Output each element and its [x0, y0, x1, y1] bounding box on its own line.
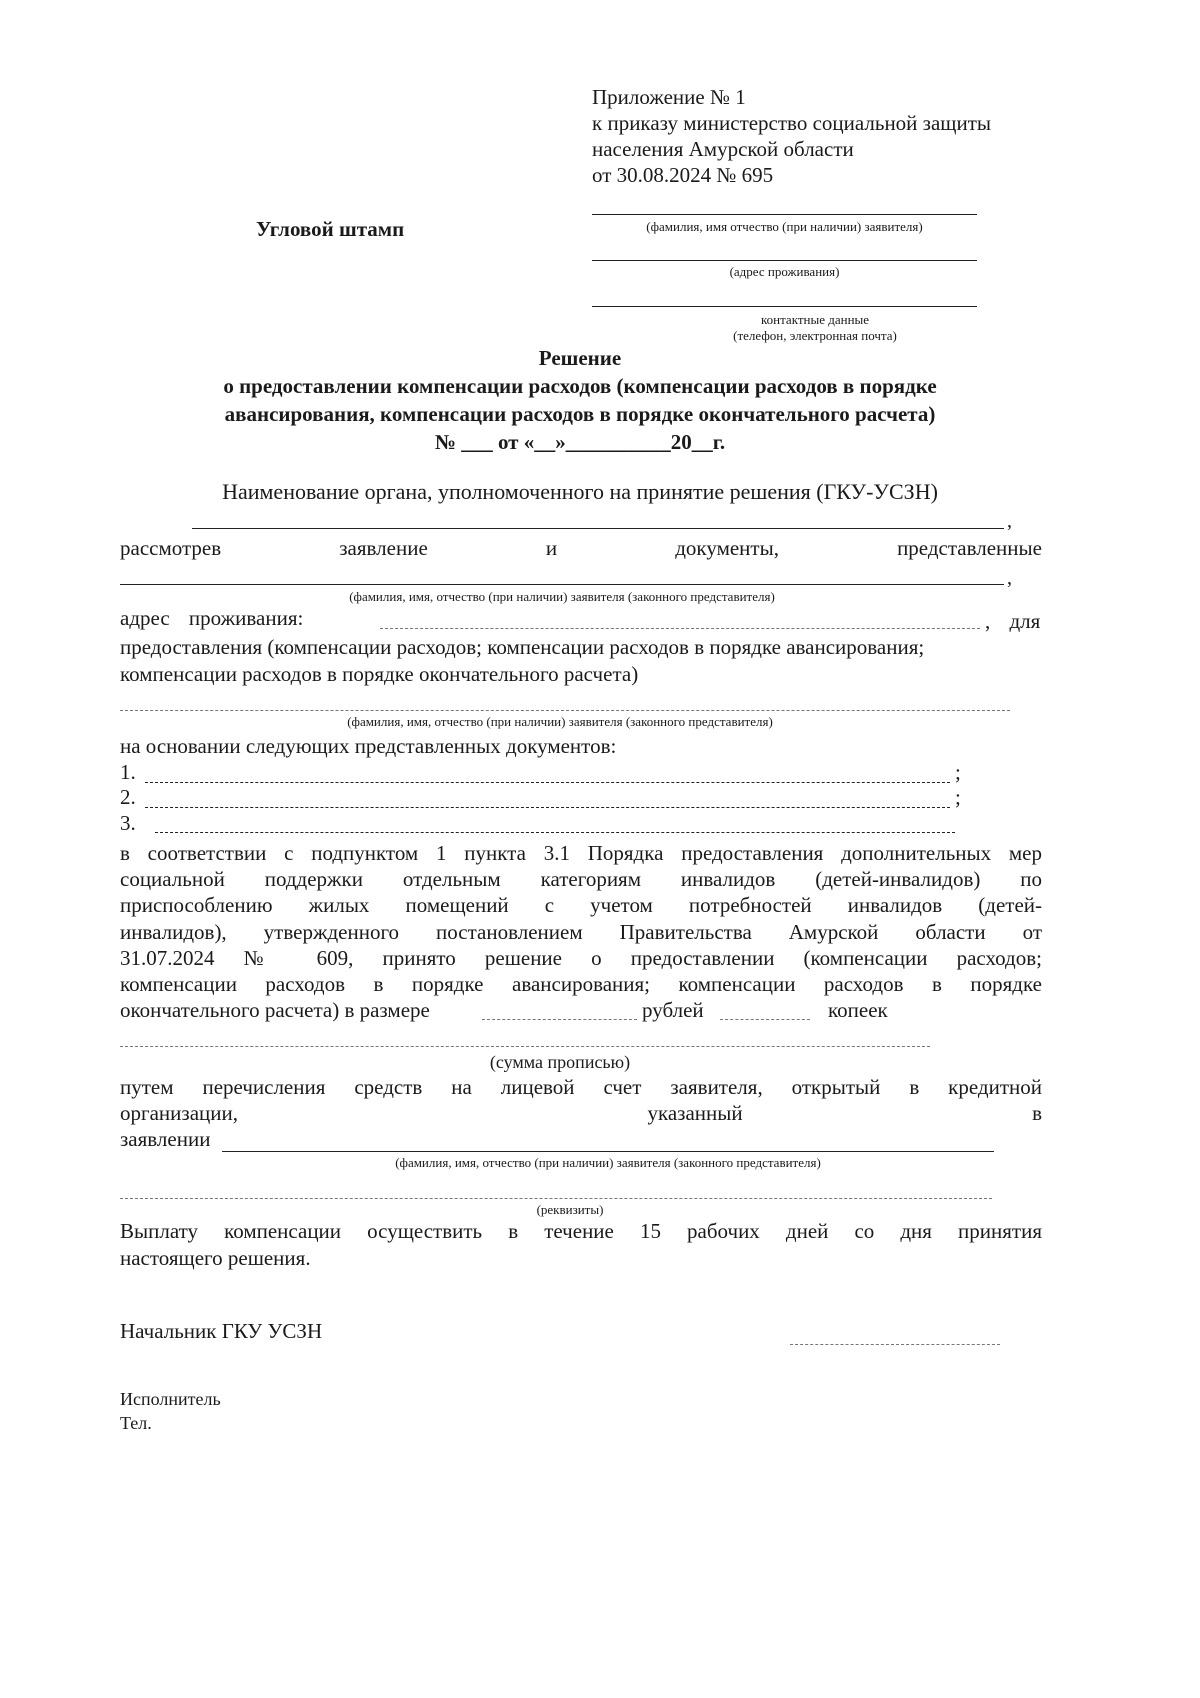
appendix-ministry: населения Амурской области: [592, 137, 854, 161]
appendix-date: от 30.08.2024 № 695: [592, 163, 774, 187]
recipient-contacts-caption: [660, 312, 970, 344]
considered-word-3: и: [545, 536, 558, 560]
transfer-line-3: заявлении: [120, 1127, 211, 1151]
transfer-word-1: организации,: [120, 1101, 238, 1125]
appendix-block: [592, 84, 1072, 188]
recipient-address-line: [592, 260, 977, 261]
document-item-1-line: [145, 782, 950, 783]
contacts-caption-line2: (телефон, электронная почта): [733, 328, 897, 343]
payout-paragraph: [120, 1218, 1042, 1272]
amount-prefix: окончательного расчета) в размере: [120, 998, 430, 1022]
document-item-3-num: 3.: [120, 811, 136, 835]
document-item-2-line: [145, 807, 950, 808]
address-line: [380, 628, 980, 629]
authority-name: Наименование органа, уполномоченного на принятие решения (ГКУ-УСЗН): [222, 479, 938, 504]
document-item-1-end: ;: [955, 760, 961, 784]
decision-title-subject: о предоставлении компенсации расходов (компенсации расходов в порядке: [223, 374, 937, 398]
address-for: , для: [985, 609, 1041, 633]
decision-title: [120, 344, 1040, 456]
amount-rubles-label: рублей: [642, 998, 704, 1022]
decision-line-6: компенсации расходов в порядке авансирования; компенсации расходов в порядке: [120, 972, 1042, 997]
decision-line-5: 31.07.2024 № 609, принято решение о предоставлении (компенсации расходов;: [120, 945, 1042, 970]
phone-label: Тел.: [120, 1413, 152, 1433]
sum-words-line: [120, 1046, 930, 1047]
executor-label: Исполнитель: [120, 1389, 221, 1409]
purpose-line-1: предоставления (компенсации расходов; компенсации расходов в порядке авансирования;: [120, 635, 925, 659]
recipient-name-caption: (фамилия, имя отчество (при наличии) заявителя): [646, 219, 923, 234]
purpose-line-2: компенсации расходов в порядке окончательного расчета): [120, 662, 639, 686]
transfer-line-1: путем перечисления средств на лицевой счет заявителя, открытый в кредитной: [120, 1075, 1042, 1099]
amount-rubles-line: [482, 1019, 637, 1020]
document-item-3-line: [155, 832, 955, 833]
payout-line-1: Выплату компенсации осуществить в течение 15 рабочих дней со дня принятия: [120, 1219, 1042, 1243]
decision-number-date: № ___ от «__»__________20__г.: [434, 430, 726, 454]
applicant-caption-3: (фамилия, имя, отчество (при наличии) заявителя (законного представителя): [395, 1155, 821, 1170]
sum-words-caption: (сумма прописью): [489, 1052, 631, 1072]
considered-word-2: заявление: [339, 536, 428, 560]
amount-kopecks-line: [720, 1019, 810, 1020]
signature-line: [790, 1344, 1000, 1345]
applicant-line: [120, 584, 1004, 585]
applicant-line-2: [120, 710, 1010, 711]
document-item-1-num: 1.: [120, 760, 136, 784]
applicant-caption: (фамилия, имя, отчество (при наличии) заявителя (законного представителя): [349, 589, 775, 604]
transfer-word-2: указанный: [647, 1101, 743, 1125]
appendix-number: Приложение № 1: [592, 85, 746, 109]
head-title: Начальник ГКУ УСЗН: [120, 1319, 323, 1343]
document-item-2-end: ;: [955, 785, 961, 809]
applicant-comma: ,: [1007, 567, 1012, 589]
transfer-line-2: [120, 1100, 1042, 1127]
considered-word-1: рассмотрев: [120, 536, 222, 560]
considered-word-5: представленные: [897, 536, 1042, 560]
purpose-text: [120, 634, 1045, 688]
requisites-line: [120, 1198, 992, 1199]
recipient-name-line: [592, 214, 977, 215]
amount-kopecks-label: копеек: [828, 998, 888, 1022]
decision-line-2: социальной поддержки отдельным категориям инвалидов (детей-инвалидов) по: [120, 867, 1042, 892]
decision-line-4: инвалидов), утвержденного постановлением Правительства Амурской области от: [120, 919, 1042, 944]
document-item-2-num: 2.: [120, 785, 136, 809]
considered-row: [120, 535, 1042, 562]
recipient-address-caption: (адрес проживания): [729, 264, 840, 279]
considered-word-4: документы,: [675, 536, 779, 560]
corner-stamp-label: Угловой штамп: [256, 217, 405, 241]
address-label: адрес проживания:: [120, 606, 304, 630]
recipient-contacts-line: [592, 306, 977, 307]
decision-paragraph: [120, 840, 1042, 997]
decision-title-word: Решение: [538, 346, 622, 370]
documents-intro: на основании следующих представленных документов:: [120, 734, 617, 758]
contacts-caption-line1: контактные данные: [760, 312, 870, 327]
payout-line-2: настоящего решения.: [120, 1246, 311, 1270]
decision-title-subject-2: авансирования, компенсации расходов в порядке окончательного расчета): [224, 402, 936, 426]
authority-comma: ,: [1007, 510, 1012, 532]
requisites-caption: (реквизиты): [536, 1202, 604, 1217]
transfer-applicant-line: [222, 1151, 994, 1152]
decision-line-1: в соответствии с подпунктом 1 пункта 3.1 Порядка предоставления дополнительных мер: [120, 841, 1042, 865]
applicant-caption-2: (фамилия, имя, отчество (при наличии) заявителя (законного представителя): [347, 714, 773, 729]
authority-line: [192, 528, 1004, 529]
decision-line-3: приспособлению жилых помещений с учетом потребностей инвалидов (детей-: [120, 893, 1042, 918]
appendix-order: к приказу министерство социальной защиты: [592, 111, 991, 135]
transfer-word-3: в: [1032, 1101, 1042, 1125]
